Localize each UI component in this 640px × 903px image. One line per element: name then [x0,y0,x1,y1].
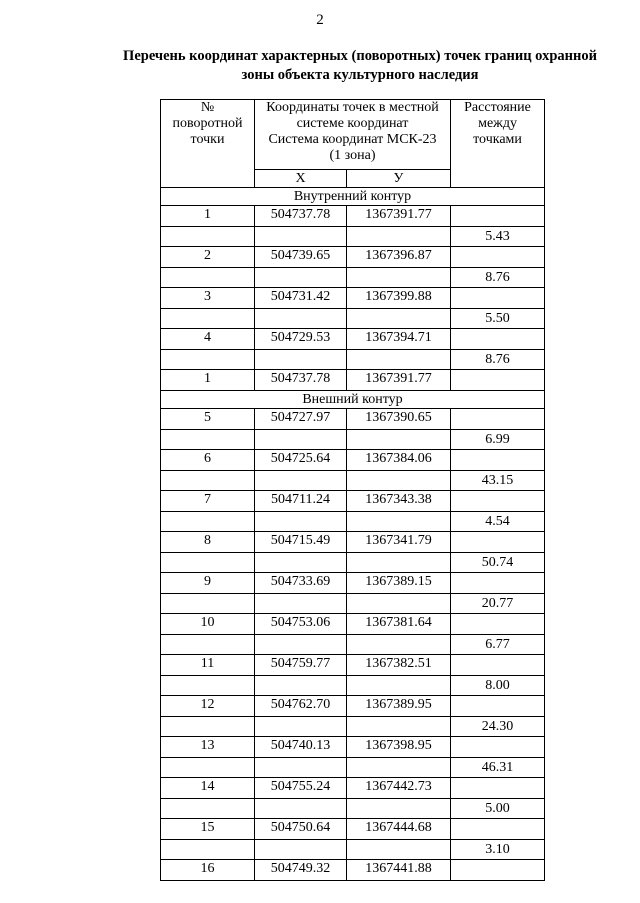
point-number-cell [161,594,255,614]
x-coordinate-cell [255,758,347,778]
point-row [161,819,545,840]
point-number-cell [161,268,255,288]
distance-row [161,350,545,370]
y-coordinate-cell: 1367444.68 [347,819,451,840]
distance-cell [451,288,545,309]
x-coordinate-cell: 504759.77 [255,655,347,676]
distance-row [161,758,545,778]
header-point-number: № поворотной точки [161,100,255,188]
header-y: У [347,170,451,188]
y-coordinate-cell: 1367384.06 [347,450,451,471]
y-coordinate-cell [347,758,451,778]
y-coordinate-cell: 1367382.51 [347,655,451,676]
point-number-cell: 6 [161,450,255,471]
y-coordinate-cell: 1367391.77 [347,370,451,391]
point-row [161,778,545,799]
y-coordinate-cell: 1367396.87 [347,247,451,268]
distance-row [161,430,545,450]
coordinates-table [160,99,545,881]
y-coordinate-cell [347,227,451,247]
point-number-cell [161,799,255,819]
section-title: Внутренний контур [161,188,545,206]
x-coordinate-cell: 504762.70 [255,696,347,717]
x-coordinate-cell: 504739.65 [255,247,347,268]
point-row [161,860,545,881]
distance-cell [451,573,545,594]
x-coordinate-cell [255,594,347,614]
point-number-cell [161,309,255,329]
header-x: X [255,170,347,188]
distance-cell: 20.77 [451,594,545,614]
distance-cell [451,409,545,430]
distance-cell [451,247,545,268]
y-coordinate-cell [347,676,451,696]
point-number-cell [161,635,255,655]
x-coordinate-cell [255,350,347,370]
x-coordinate-cell: 504711.24 [255,491,347,512]
x-coordinate-cell: 504753.06 [255,614,347,635]
document-title-line-2: зоны объекта культурного наследия [241,67,479,83]
point-number-cell: 1 [161,370,255,391]
x-coordinate-cell: 504725.64 [255,450,347,471]
table-body [161,188,545,881]
distance-row [161,227,545,247]
distance-cell: 6.77 [451,635,545,655]
distance-row [161,840,545,860]
x-coordinate-cell: 504733.69 [255,573,347,594]
section-row [161,391,545,409]
y-coordinate-cell: 1367381.64 [347,614,451,635]
distance-cell [451,737,545,758]
y-coordinate-cell [347,594,451,614]
distance-cell [451,450,545,471]
x-coordinate-cell [255,676,347,696]
y-coordinate-cell: 1367390.65 [347,409,451,430]
y-coordinate-cell: 1367441.88 [347,860,451,881]
point-row [161,329,545,350]
distance-row [161,676,545,696]
y-coordinate-cell [347,840,451,860]
distance-cell: 8.76 [451,350,545,370]
distance-cell: 4.54 [451,512,545,532]
distance-row [161,799,545,819]
table-header-row [161,100,545,170]
point-number-cell: 9 [161,573,255,594]
point-row [161,532,545,553]
x-coordinate-cell [255,268,347,288]
point-row [161,288,545,309]
point-number-cell: 16 [161,860,255,881]
distance-cell: 8.76 [451,268,545,288]
y-coordinate-cell [347,350,451,370]
document-title-line-1: Перечень координат характерных (поворотных) точек границ охранной [123,48,597,64]
section-title: Внешний контур [161,391,545,409]
distance-cell [451,491,545,512]
point-number-cell [161,676,255,696]
point-number-cell: 4 [161,329,255,350]
y-coordinate-cell [347,309,451,329]
x-coordinate-cell: 504737.78 [255,370,347,391]
point-number-cell [161,840,255,860]
x-coordinate-cell [255,799,347,819]
x-coordinate-cell: 504727.97 [255,409,347,430]
point-number-cell: 2 [161,247,255,268]
point-row [161,696,545,717]
x-coordinate-cell [255,512,347,532]
document-title [100,47,620,85]
y-coordinate-cell [347,430,451,450]
point-row [161,491,545,512]
point-number-cell [161,227,255,247]
distance-cell [451,370,545,391]
x-coordinate-cell [255,553,347,573]
y-coordinate-cell [347,799,451,819]
distance-row [161,268,545,288]
y-coordinate-cell: 1367394.71 [347,329,451,350]
point-row [161,206,545,227]
point-row [161,573,545,594]
header-coordinates: Координаты точек в местной системе координат Система координат МСК-23 (1 зона) [255,100,451,170]
point-number-cell [161,512,255,532]
distance-cell: 5.00 [451,799,545,819]
point-row [161,614,545,635]
x-coordinate-cell: 504731.42 [255,288,347,309]
x-coordinate-cell: 504755.24 [255,778,347,799]
point-number-cell: 14 [161,778,255,799]
x-coordinate-cell [255,717,347,737]
y-coordinate-cell [347,635,451,655]
x-coordinate-cell: 504750.64 [255,819,347,840]
x-coordinate-cell: 504737.78 [255,206,347,227]
y-coordinate-cell: 1367391.77 [347,206,451,227]
distance-cell [451,778,545,799]
distance-cell [451,532,545,553]
distance-cell: 8.00 [451,676,545,696]
point-number-cell: 1 [161,206,255,227]
x-coordinate-cell [255,227,347,247]
point-number-cell: 13 [161,737,255,758]
point-number-cell [161,350,255,370]
distance-row [161,512,545,532]
point-number-cell [161,553,255,573]
point-row [161,450,545,471]
distance-cell [451,819,545,840]
y-coordinate-cell: 1367389.95 [347,696,451,717]
y-coordinate-cell: 1367341.79 [347,532,451,553]
y-coordinate-cell: 1367398.95 [347,737,451,758]
y-coordinate-cell [347,717,451,737]
distance-cell: 43.15 [451,471,545,491]
distance-cell [451,206,545,227]
distance-cell: 5.43 [451,227,545,247]
point-row [161,370,545,391]
distance-row [161,553,545,573]
y-coordinate-cell: 1367389.15 [347,573,451,594]
point-number-cell [161,717,255,737]
point-number-cell: 15 [161,819,255,840]
page-number: 2 [316,12,324,28]
x-coordinate-cell [255,471,347,491]
distance-cell: 3.10 [451,840,545,860]
x-coordinate-cell [255,635,347,655]
x-coordinate-cell [255,430,347,450]
distance-row [161,594,545,614]
x-coordinate-cell: 504740.13 [255,737,347,758]
distance-row [161,635,545,655]
header-distance: Расстояние между точками [451,100,545,188]
distance-cell: 5.50 [451,309,545,329]
section-row [161,188,545,206]
point-row [161,247,545,268]
y-coordinate-cell: 1367442.73 [347,778,451,799]
point-number-cell: 10 [161,614,255,635]
distance-cell [451,614,545,635]
distance-cell [451,329,545,350]
y-coordinate-cell [347,553,451,573]
distance-cell: 50.74 [451,553,545,573]
distance-row [161,471,545,491]
point-number-cell [161,758,255,778]
point-number-cell: 3 [161,288,255,309]
x-coordinate-cell: 504749.32 [255,860,347,881]
distance-cell [451,696,545,717]
distance-cell [451,860,545,881]
distance-row [161,309,545,329]
distance-cell: 6.99 [451,430,545,450]
y-coordinate-cell [347,268,451,288]
point-number-cell: 5 [161,409,255,430]
y-coordinate-cell [347,512,451,532]
point-row [161,409,545,430]
point-number-cell [161,471,255,491]
point-number-cell: 8 [161,532,255,553]
distance-row [161,717,545,737]
y-coordinate-cell: 1367399.88 [347,288,451,309]
x-coordinate-cell: 504729.53 [255,329,347,350]
point-row [161,655,545,676]
x-coordinate-cell: 504715.49 [255,532,347,553]
point-number-cell: 11 [161,655,255,676]
point-number-cell: 12 [161,696,255,717]
distance-cell: 24.30 [451,717,545,737]
x-coordinate-cell [255,840,347,860]
distance-cell: 46.31 [451,758,545,778]
point-number-cell: 7 [161,491,255,512]
y-coordinate-cell [347,471,451,491]
distance-cell [451,655,545,676]
point-number-cell [161,430,255,450]
x-coordinate-cell [255,309,347,329]
point-row [161,737,545,758]
y-coordinate-cell: 1367343.38 [347,491,451,512]
